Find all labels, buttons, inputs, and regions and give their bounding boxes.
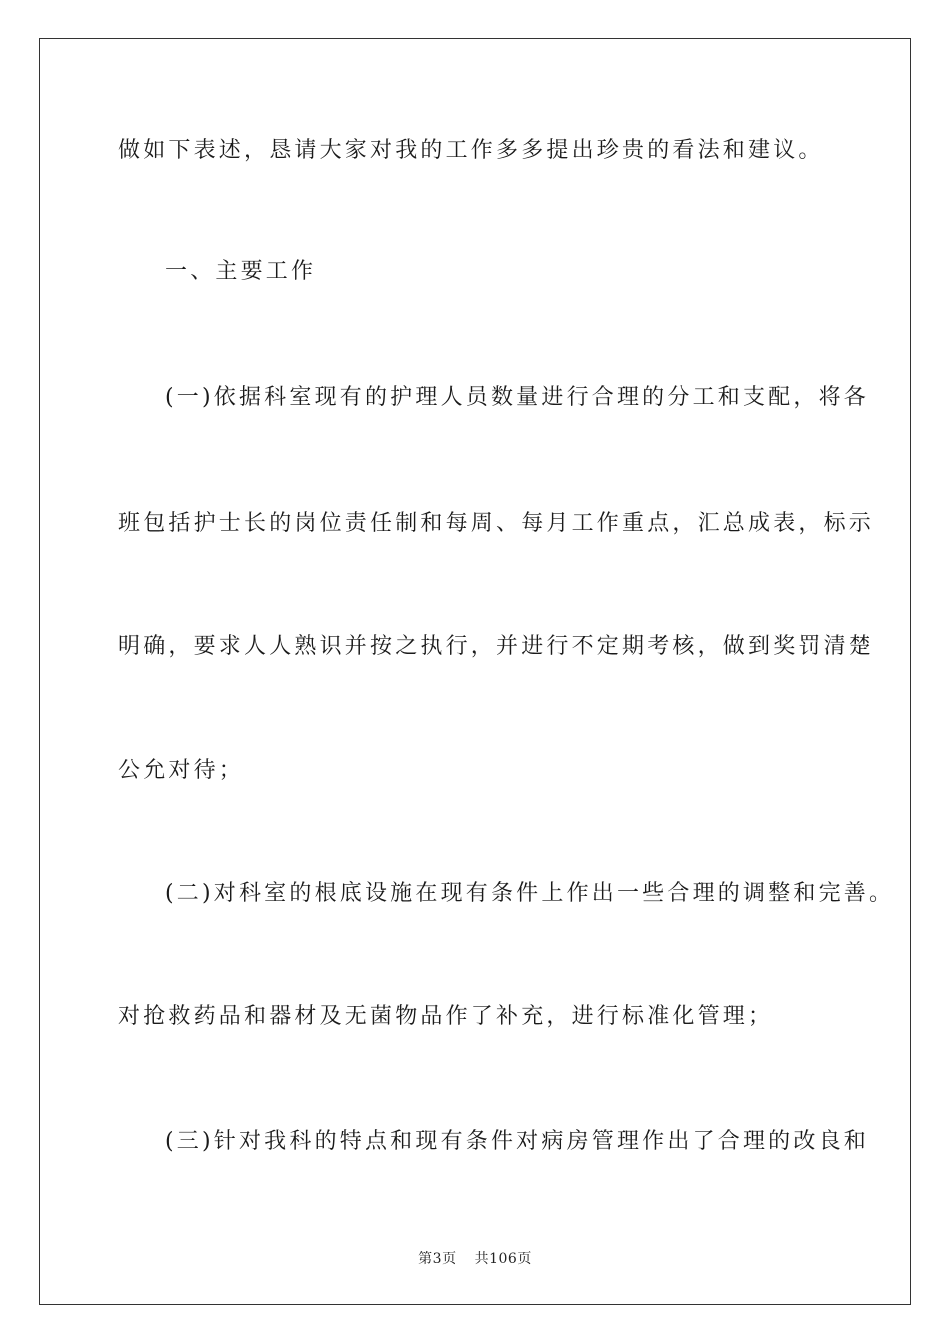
- page-total: 共106页: [474, 1251, 532, 1267]
- paragraph-line: 班包括护士长的岗位责任制和每周、每月工作重点，汇总成表，标示: [118, 511, 875, 536]
- paragraph-line: (三)针对我科的特点和现有条件对病房管理作出了合理的改良和: [165, 1129, 869, 1154]
- page-border: [39, 38, 911, 1305]
- paragraph-line: (二)对科室的根底设施在现有条件上作出一些合理的调整和完善。: [165, 881, 895, 906]
- section-heading: 一、主要工作: [165, 259, 317, 284]
- paragraph-line: 对抢救药品和器材及无菌物品作了补充，进行标准化管理；: [118, 1004, 774, 1029]
- page-footer: [0, 1248, 950, 1268]
- paragraph-line: 做如下表述，恳请大家对我的工作多多提出珍贵的看法和建议。: [118, 138, 824, 163]
- page-number: 第3页: [418, 1251, 457, 1267]
- paragraph-line: 公允对待；: [118, 758, 245, 783]
- paragraph-line: 明确，要求人人熟识并按之执行，并进行不定期考核，做到奖罚清楚: [118, 634, 875, 659]
- paragraph-line: (一)依据科室现有的护理人员数量进行合理的分工和支配，将各: [165, 385, 869, 410]
